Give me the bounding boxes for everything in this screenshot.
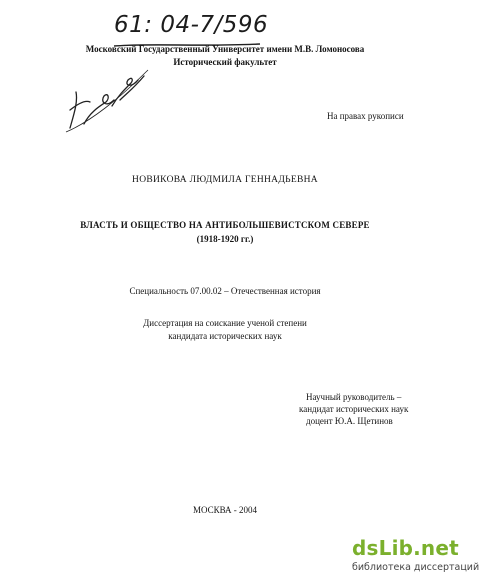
dslib-logo: dsLib.net [352, 536, 459, 560]
dissertation-years: (1918-1920 гг.) [196, 234, 254, 244]
supervisor-title: Научный руководитель – [306, 392, 402, 402]
dslib-watermark [352, 536, 479, 582]
specialty: Специальность 07.00.02 – Отечественная история [129, 286, 321, 296]
degree-line-2: кандидата исторических наук [168, 331, 282, 341]
dslib-subtitle: библиотека диссертаций [352, 562, 479, 573]
supervisor-name: доцент Ю.А. Щетинов [306, 416, 393, 426]
city-year: МОСКВА - 2004 [192, 505, 258, 515]
faculty-name: Исторический факультет [173, 57, 277, 67]
degree-line-1: Диссертация на соискание ученой степени [143, 318, 307, 328]
handwritten-archive-code: 61: 04-7/596 [114, 12, 269, 38]
supervisor-degree: кандидат исторических наук [299, 404, 409, 414]
handwritten-signature-icon [60, 62, 150, 134]
dissertation-title: ВЛАСТЬ И ОБЩЕСТВО НА АНТИБОЛЬШЕВИСТСКОМ СЕВЕРЕ [80, 220, 370, 230]
author-name: НОВИКОВА ЛЮДМИЛА ГЕННАДЬЕВНА [132, 175, 318, 185]
manuscript-rights-note: На правах рукописи [327, 111, 404, 121]
university-name: Московский Государственный Университет имени М.В. Ломоносова [85, 44, 365, 54]
